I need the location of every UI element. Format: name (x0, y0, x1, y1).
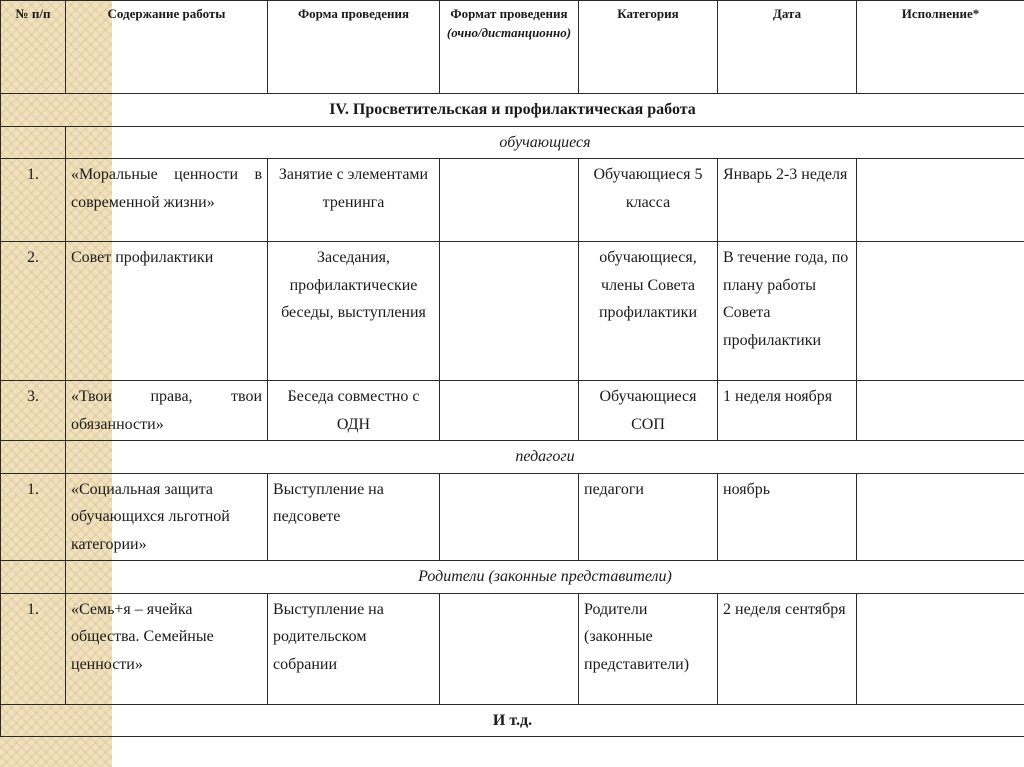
row-format (440, 381, 579, 441)
row-format (440, 242, 579, 381)
header-category: Категория (579, 1, 718, 94)
group-label: педагоги (66, 441, 1024, 474)
row-num: 3. (1, 381, 66, 441)
row-content: «Моральные ценности в современной жизни» (66, 159, 268, 242)
row-num: 1. (1, 159, 66, 242)
row-content: «Семь+я – ячейка общества. Семейные ценности» (66, 593, 268, 704)
section-row (1, 94, 1024, 127)
group-label: обучающиеся (66, 126, 1024, 159)
section-title: IV. Просветительская и профилактическая работа (1, 94, 1024, 127)
group-num-cell (1, 561, 66, 594)
group-row (1, 126, 1024, 159)
row-execution (857, 381, 1024, 441)
table-row (1, 381, 1024, 441)
table-header-row (1, 1, 1024, 94)
header-execution: Исполнение* (857, 1, 1024, 94)
row-date: 2 неделя сентября (718, 593, 857, 704)
row-execution (857, 242, 1024, 381)
row-format (440, 159, 579, 242)
table-row (1, 159, 1024, 242)
table-row (1, 242, 1024, 381)
group-label: Родители (законные представители) (66, 561, 1024, 594)
header-content: Содержание работы (66, 1, 268, 94)
row-category: педагоги (579, 473, 718, 561)
row-execution (857, 593, 1024, 704)
row-format (440, 473, 579, 561)
group-row (1, 561, 1024, 594)
group-row (1, 441, 1024, 474)
table-row (1, 593, 1024, 704)
header-num: № п/п (1, 1, 66, 94)
row-execution (857, 159, 1024, 242)
row-category: обучающиеся, члены Совета профилактики (579, 242, 718, 381)
row-form: Занятие с элементами тренинга (268, 159, 440, 242)
row-format (440, 593, 579, 704)
row-form: Заседания, профилактические беседы, выступления (268, 242, 440, 381)
row-date: Январь 2-3 неделя (718, 159, 857, 242)
group-num-cell (1, 441, 66, 474)
row-category: Родители (законные представители) (579, 593, 718, 704)
header-form: Форма проведения (268, 1, 440, 94)
row-execution (857, 473, 1024, 561)
header-format-title: Формат проведения (450, 6, 568, 21)
footer-row (1, 704, 1024, 737)
row-date: ноябрь (718, 473, 857, 561)
header-format (440, 1, 579, 94)
group-num-cell (1, 126, 66, 159)
row-num: 2. (1, 242, 66, 381)
header-date: Дата (718, 1, 857, 94)
row-date: В течение года, по плану работы Совета профилактики (718, 242, 857, 381)
row-category: Обучающиеся СОП (579, 381, 718, 441)
row-form: Выступление на педсовете (268, 473, 440, 561)
row-form: Выступление на родительском собрании (268, 593, 440, 704)
row-num: 1. (1, 593, 66, 704)
row-date: 1 неделя ноября (718, 381, 857, 441)
row-content: Совет профилактики (66, 242, 268, 381)
header-format-note: (очно/дистанционно) (446, 25, 572, 40)
row-content: «Твои права, твои обязанности» (66, 381, 268, 441)
row-category: Обучающиеся 5 класса (579, 159, 718, 242)
row-content: «Социальная защита обучающихся льготной категории» (66, 473, 268, 561)
row-num: 1. (1, 473, 66, 561)
etc-label: И т.д. (1, 704, 1024, 737)
table-row (1, 473, 1024, 561)
row-form: Беседа совместно с ОДН (268, 381, 440, 441)
